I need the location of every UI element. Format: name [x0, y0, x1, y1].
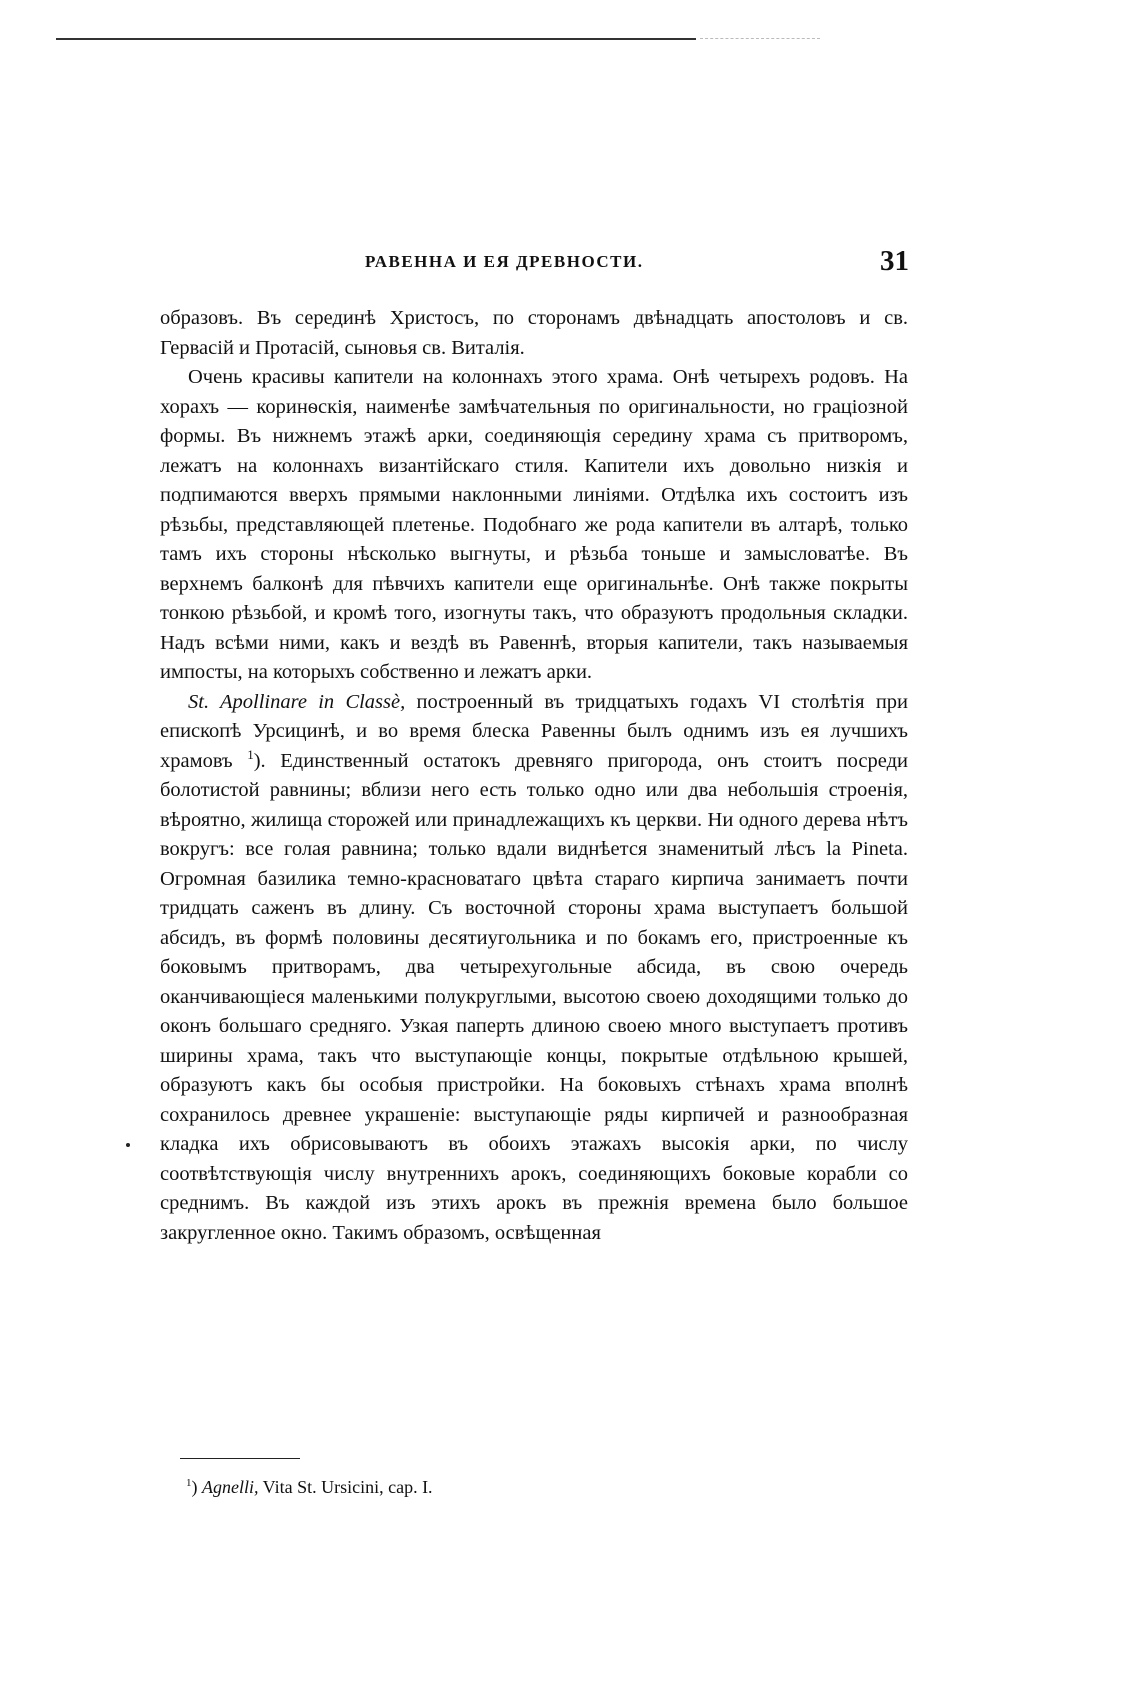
- margin-mark: [126, 1143, 130, 1147]
- top-edge-rule-faint: [700, 38, 820, 39]
- paragraph-apollinare-part-b: ). Единственный остатокъ древняго пригорода, онъ стоитъ посреди болотистой равнины; вблизи него есть только одно или два небольшія строенія, вѣроятно, жилища сторожей или принадлежащихъ къ церкви. Ни одного дерева нѣтъ вокругъ: все голая равнина; только вдали виднѣется знаменитый лѣсъ la Pineta. Огромная базилика темно-красноватаго цвѣта стараго кирпича занимаетъ почти тридцать саженъ въ длину. Съ восточной стороны храма выступаетъ большой абсидъ, въ формѣ половины десятиугольника и по бокамъ его, пристроенные къ боковымъ притворамъ, два четырехугольные абсида, въ свою очередь оканчивающіеся маленькими полукруглыми, высотою своею доходящими только до оконъ большаго средняго. Узкая паперть длиною своею много выступаетъ противъ ширины храма, такъ что выступающіе концы, покрытые отдѣльною крышей, образуютъ какъ бы особыя пристройки. На боковыхъ стѣнахъ храма вполнѣ сохранилось древнее украшеніе: выступающіе ряды кирпичей и разнообразная кладка ихъ обрисовываютъ въ обоихъ этажахъ высокія арки, по числу соотвѣтствующія числу внутреннихъ арокъ, соединяющихъ боковые корабли со среднимъ. Въ каждой изъ этихъ арокъ въ прежнія времена было большое закругленное окно. Такимъ образомъ, освѣщенная: [160, 749, 909, 1244]
- footnote-separator: [180, 1458, 300, 1459]
- paragraph-continuation: образовъ. Въ серединѣ Христосъ, по сторонамъ двѣнадцать апостоловъ и св. Гервасій и Протасій, сыновья св. Виталія.: [160, 307, 908, 359]
- top-edge-rule: [56, 38, 696, 40]
- running-title: РАВЕННА И ЕЯ ДРЕВНОСТИ.: [365, 252, 644, 271]
- paragraph-apollinare: [160, 688, 908, 1249]
- paragraph-apollinare-part-a: построенный въ тридцатыхъ годахъ VI столѣтія при епископѣ Урсицинѣ, и во время блеска Равенны былъ однимъ изъ ея лучшихъ храмовъ: [160, 690, 909, 772]
- footnote-text: Vita St. Ursicini, cap. I.: [258, 1477, 433, 1497]
- main-text-column: [160, 304, 908, 1248]
- footnote-reference[interactable]: 1: [247, 746, 254, 762]
- church-name: St. Apollinare in Classè,: [188, 690, 406, 713]
- footnote-author: Agnelli,: [202, 1477, 259, 1497]
- paragraph-capitals: Очень красивы капители на колоннахъ этого храма. Онѣ четырехъ родовъ. На хорахъ — коринѳскія, наименѣе замѣчательныя по оригинальности, но граціозной формы. Въ нижнемъ этажѣ арки, соединяющія середину храма съ притворомъ, лежатъ на колоннахъ византійскаго стиля. Капители ихъ довольно низкія и подпимаются вверхъ прямыми наклонными линіями. Отдѣлка ихъ состоитъ изъ рѣзьбы, представляющей плетенье. Подобнаго же рода капители въ алтарѣ, только тамъ ихъ стороны нѣсколько выгнуты, и рѣзьба тоньше и замысловатѣе. Въ верхнемъ балконѣ для пѣвчихъ капители еще оригинальнѣе. Онѣ также покрыты тонкою рѣзьбой, и кромѣ того, изогнуты такъ, что образуютъ продольныя складки. Надъ всѣми ними, какъ и вездѣ въ Равеннѣ, вторыя капители, такъ называемыя импосты, на которыхъ собственно и лежатъ арки.: [160, 366, 908, 683]
- page-number: 31: [880, 245, 909, 277]
- footnote: $^1$) Agnelli, Vita St. Ursicini, cap. I.: [186, 1477, 433, 1497]
- footnote-marker: 1: [186, 1477, 192, 1489]
